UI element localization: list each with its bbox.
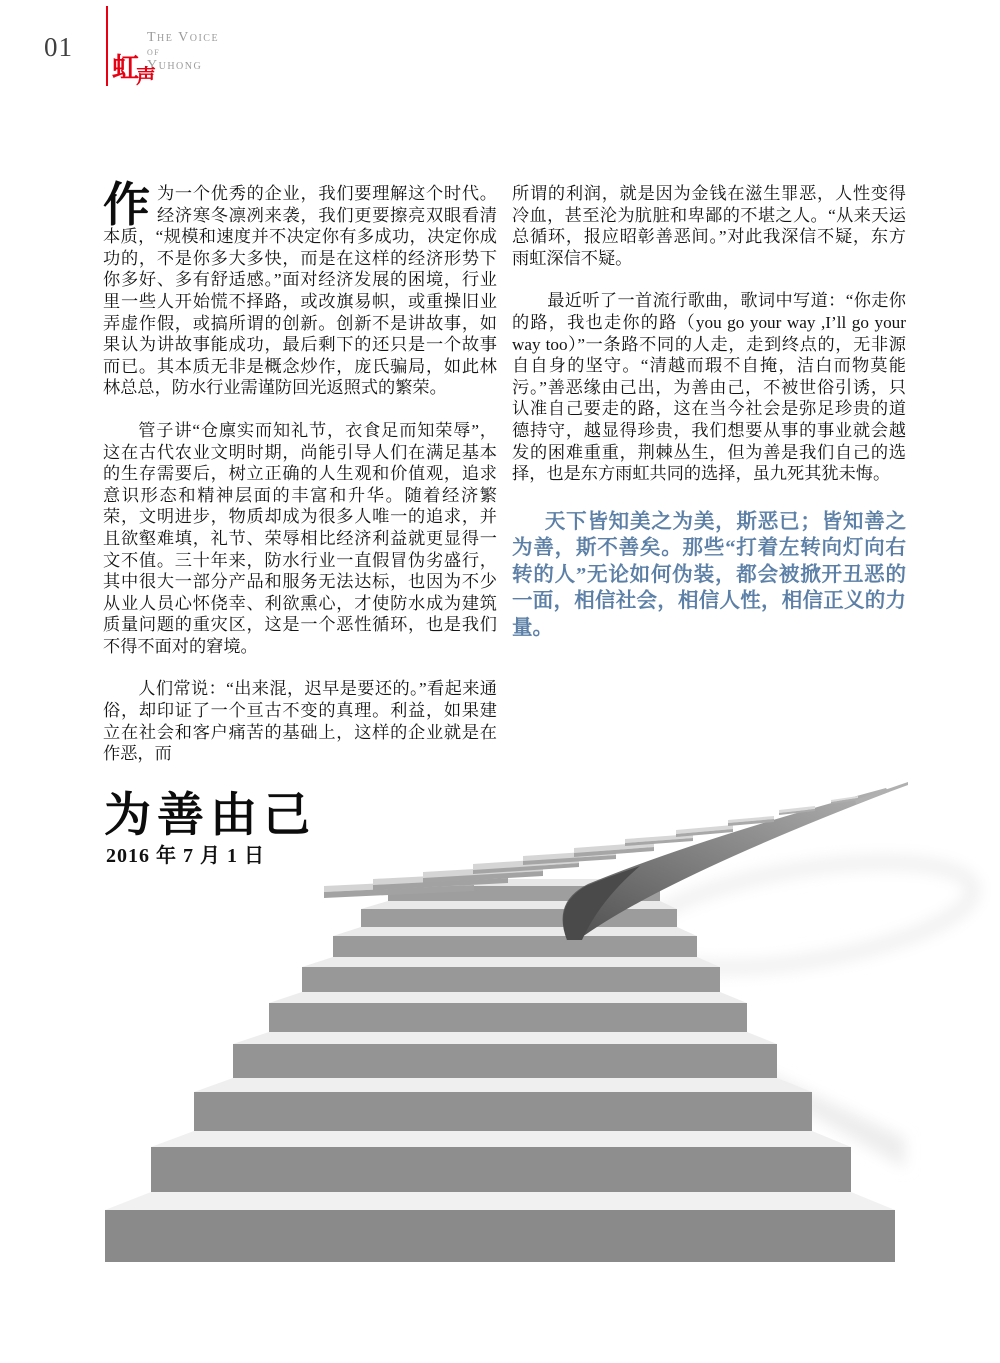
paragraph-3: 人们常说：“出来混，迟早是要还的。”看起来通俗，却印证了一个亘古不变的真理。利益，如果建立在社会和客户痛苦的基础上，这样的企业就是在作恶，而 <box>103 679 497 764</box>
paragraph-5: 最近听了一首流行歌曲，歌词中写道：“你走你的路，我也走你的路（you go your way ,I’ll go your way too）”一条路不同的人走，走到终点的，无非源自自身的坚守。“清越而瑕不自掩，洁白而物莫能污。”善恶缘由己出，为善由己，不被世俗引诱，只认准自己要走的路，这在当今社会是弥足珍贵的道德持守，越显得珍贵，我们想要从事的事业就会越发的困难重重，荆棘丛生，但为善是我们自己的选择，也是东方雨虹共同的选择，虽九死其犹未悔。 <box>512 291 906 484</box>
masthead-line1: The Voice <box>147 30 220 45</box>
paragraph-1-text: 为一个优秀的企业，我们要理解这个时代。经济寒冬凛冽来袭，我们更要擦亮双眼看清本质，“规模和速度并不决定你有多成功，决定你成功的，不是你多大多快，而是在这样的经济形势下你多好、多有舒适感。”面对经济发展的困境，行业里一些人开始慌不择路，或改旗易帜，或重操旧业弄虚作假，或搞所谓的创新。创新不是讲故事，如果认为讲故事能成功，最后剩下的还只是一个故事而已。其本质无非是概念炒作，庞氏骗局，如此林林总总，防水行业需谨防回光返照式的繁荣。 <box>103 184 497 398</box>
page-number: 01 <box>44 32 73 62</box>
paragraph-2: 管子讲“仓廪实而知礼节，衣食足而知荣辱”，这在古代农业文明时期，尚能引导人们在满足基本的生存需要后，树立正确的人生观和价值观，追求意识形态和精神层面的丰富和升华。随着经济繁荣，文明进步，物质却成为很多人唯一的追求，并且欲壑难填，礼节、荣辱相比经济利益就更显得一文不值。三十年来，防水行业一直假冒伪劣盛行，其中很大一部分产品和服务无法达标，也因为不少从业人员心怀侥幸、利欲熏心，才使防水成为建筑质量问题的重灾区，这是一个恶性循环，也是我们不得不面对的窘境。 <box>103 420 497 656</box>
article-title: 为善由己 <box>104 790 316 842</box>
masthead-logo-char2: 声 <box>136 66 156 88</box>
article-date: 2016 年 7 月 1 日 <box>106 845 265 867</box>
highlight-paragraph: 天下皆知美之为美，斯恶已；皆知善之为善，斯不善矣。那些“打着左转向灯向右转的人”无论如何伪装，都会被掀开丑恶的一面，相信社会，相信人性，相信正义的力量。 <box>512 510 906 639</box>
masthead-line2: of <box>147 46 161 58</box>
masthead-line3: Yuhong <box>147 58 203 73</box>
paragraph-4: 所谓的利润，就是因为金钱在滋生罪恶，人性变得冷血，甚至沦为肮脏和卑鄙的不堪之人。“从来天运总循环，报应昭彰善恶间。”对此我深信不疑，东方雨虹深信不疑。 <box>512 184 906 268</box>
drop-cap: 作 <box>103 180 150 232</box>
masthead-logo-char1: 虹 <box>112 53 139 83</box>
